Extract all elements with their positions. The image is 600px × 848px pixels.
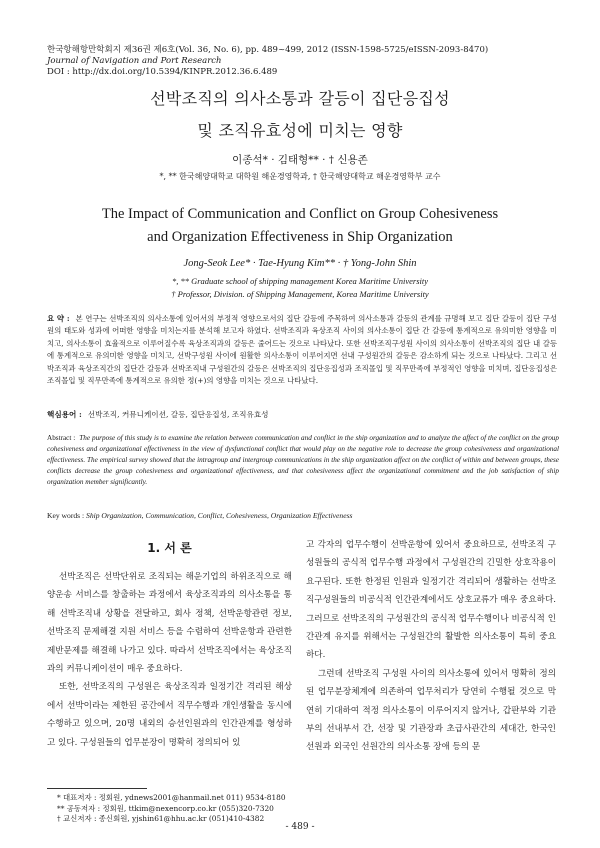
footnote-divider: [47, 788, 147, 789]
abstract-english-text: The purpose of this study is to examine the relation between communication and conflict in the ship organization and to analyze the affect of the conflict on the group cohesiveness and organizational effectiveness in the view of dysfunctional conflict that would play on the negative role to decrease the group cohesiveness and organizational effectiveness. The empirical survey showed that the intragroup and intergroup communications in the ship organization affect on the conflict of within and between groups, these conflicts decrease the group cohesiveness and organizational effectiveness, and that cohesiveness affect the organizational commitment and the job satisfaction of ship organization member significantly.: [47, 434, 559, 486]
page-number: - 489 -: [285, 822, 315, 832]
body-column-right: [306, 536, 556, 757]
title-english-line2: and Organization Effectiveness in Ship Organization: [147, 229, 453, 245]
journal-citation-line: 한국항해항만학회지 제36권 제6호(Vol. 36, No. 6), pp. 489~499, 2012 (ISSN-1598-5725/eISSN-2093-8470): [47, 45, 489, 55]
keywords-english-label: Key words :: [47, 511, 85, 520]
keywords-korean-label: 핵심용어 :: [47, 410, 82, 419]
abstract-english: [47, 433, 559, 488]
abstract-korean: [47, 313, 557, 387]
body-paragraph: 선박조직은 선박단위로 조직되는 해운기업의 하위조직으로 해양운송 서비스를 창출하는 과정에서 육상조직과의 의사소통을 통해 선박조직내 상황을 전달하고, 회사 정책, 선박운항관련 정보, 선박조직 문제해결 지원 서비스 등을 수렴하여 선박운항과 관련한 제반문제를 해결해 나가고 있다. 따라서 선박조직에서는 육상조직과의 커뮤니케이션이 매우 중요하다.: [47, 572, 292, 675]
journal-name: Journal of Navigation and Port Research: [47, 56, 222, 66]
affiliation-korean: *, ** 한국해양대학교 대학원 해운경영학과, † 한국해양대학교 해운경영학부 교수: [159, 172, 441, 181]
affiliation-english-line1: *, ** Graduate school of shipping management Korea Maritime University: [171, 276, 429, 286]
journal-header: [47, 45, 567, 78]
abstract-korean-label: 요 약 :: [47, 314, 70, 323]
keywords-korean: [47, 409, 557, 420]
abstract-english-label: Abstract :: [47, 434, 76, 442]
body-paragraph: 또한, 선박조직의 구성원은 육상조직과 일정기간 격리된 해상에서 선박이라는 제한된 공간에서 직무수행과 개인생활을 동시에 수행하고 있으며, 20명 내외의 승선인원과의 인간관계를 형성하고 있다. 구성원들의 업무분장이 명확히 정의되어 있: [47, 682, 292, 748]
footnote-item: * 대표저자 : 정회원, ydnews2001@hanmail.net 011) 9534-8180: [57, 793, 286, 802]
keywords-english-text: Ship Organization, Communication, Conflict, Cohesiveness, Organization Effectiveness: [86, 511, 353, 520]
body-paragraph: 고 각자의 업무수행이 선박운항에 있어서 중요하므로, 선박조직 구성원들의 공식적 업무수행 과정에서 구성원간의 긴밀한 상호작용이 요구된다. 또한 한정된 인원과 일정기간 격리되어 생활하는 선박조직구성원들의 비공식적 인간관계에서도 상호교류가 매우 중요하다. 그러므로 선박조직의 구성원간의 공식적 업무수행이나 비공식적 인간관계 유지를 위해서는 구성원간의 활발한 의사소통이 특히 중요하다.: [306, 540, 556, 661]
title-english-line1: The Impact of Communication and Conflict on Group Cohesiveness: [101, 206, 499, 222]
doi-line: DOI : http://dx.doi.org/10.5394/KINPR.2012.36.6.489: [47, 67, 278, 77]
keywords-korean-text: 선박조직, 커뮤니케이션, 갈등, 집단응집성, 조직유효성: [87, 410, 269, 419]
footnote-item: ** 공동저자 : 정회원, ttkim@nexencorp.co.kr (055)320-7320: [57, 803, 274, 813]
body-paragraph: 그런데 선박조직 구성원 사이의 의사소통에 있어서 명확히 정의된 업무분장체계에 의존하여 업무처리가 당연히 수행될 것으로 막연히 기대하여 적정 의사소통이 이루어지지 않거나, 갑판부와 기관부의 선내부서 간, 선장 및 기관장과 초급사관간의 세대간, 한국인 선원과 외국인 선원간의 의사소통 장애 등의 문: [306, 668, 556, 753]
title-korean-line2: 및 조직유효성에 미치는 영향: [197, 121, 403, 140]
section-heading-introduction: 1. 서 론: [147, 541, 192, 555]
body-column-left: [47, 568, 292, 752]
keywords-english: [47, 511, 559, 520]
affiliation-english-line2: † Professor, Division. of Shipping Management, Korea Maritime University: [171, 289, 429, 299]
title-korean-line1: 선박조직의 의사소통과 갈등이 집단응집성: [150, 89, 450, 108]
authors-english: Jong-Seok Lee* · Tae-Hyung Kim** · † Yong-John Shin: [183, 258, 417, 269]
footnotes: [57, 793, 317, 825]
abstract-korean-text: 본 연구는 선박조직의 의사소통에 있어서의 부정적 영향으로서의 집단 갈등에 주목하여 의사소통과 갈등의 관계를 규명해 보고 집단 갈등이 집단 구성원의 태도와 성과에 어떠한 영향을 미치는지를 분석해 보고자 하였다. 선박조직과 육상조직 사이의 의사소통이 집단 간 갈등에 통계적으로 유의미한 영향을 미치고, 의사소통이 효율적으로 이루어질수록 육상조직과의 갈등은 줄어드는 것으로 나타났다. 또한 선박조직구성원 사이의 의사소통이 선박조직의 집단 내 갈등에 통계적으로 유의미한 영향을 미치고, 선박구성원 사이에 원활한 의사소통이 이루어지면 선내 구성원간의 갈등은 감소하게 되는 것으로 나타났다. 그리고 선박조직과 육상조직간의 집단간 갈등과 선박조직내 구성원간의 갈등은 선박조직의 집단응집성과 조직몰입 및 직무만족에 부정적인 영향을 미치며, 집단응집성은 조직몰입 및 직무만족에 통계적으로 유의한 정(+)의 영향을 미치는 것으로 나타났다.: [47, 314, 557, 386]
footnote-item: † 교신저자 : 종신회원, yjshin61@hhu.ac.kr (051)410-4382: [57, 814, 265, 823]
authors-korean: 이종석* · 김태형** · † 신용존: [232, 154, 368, 166]
